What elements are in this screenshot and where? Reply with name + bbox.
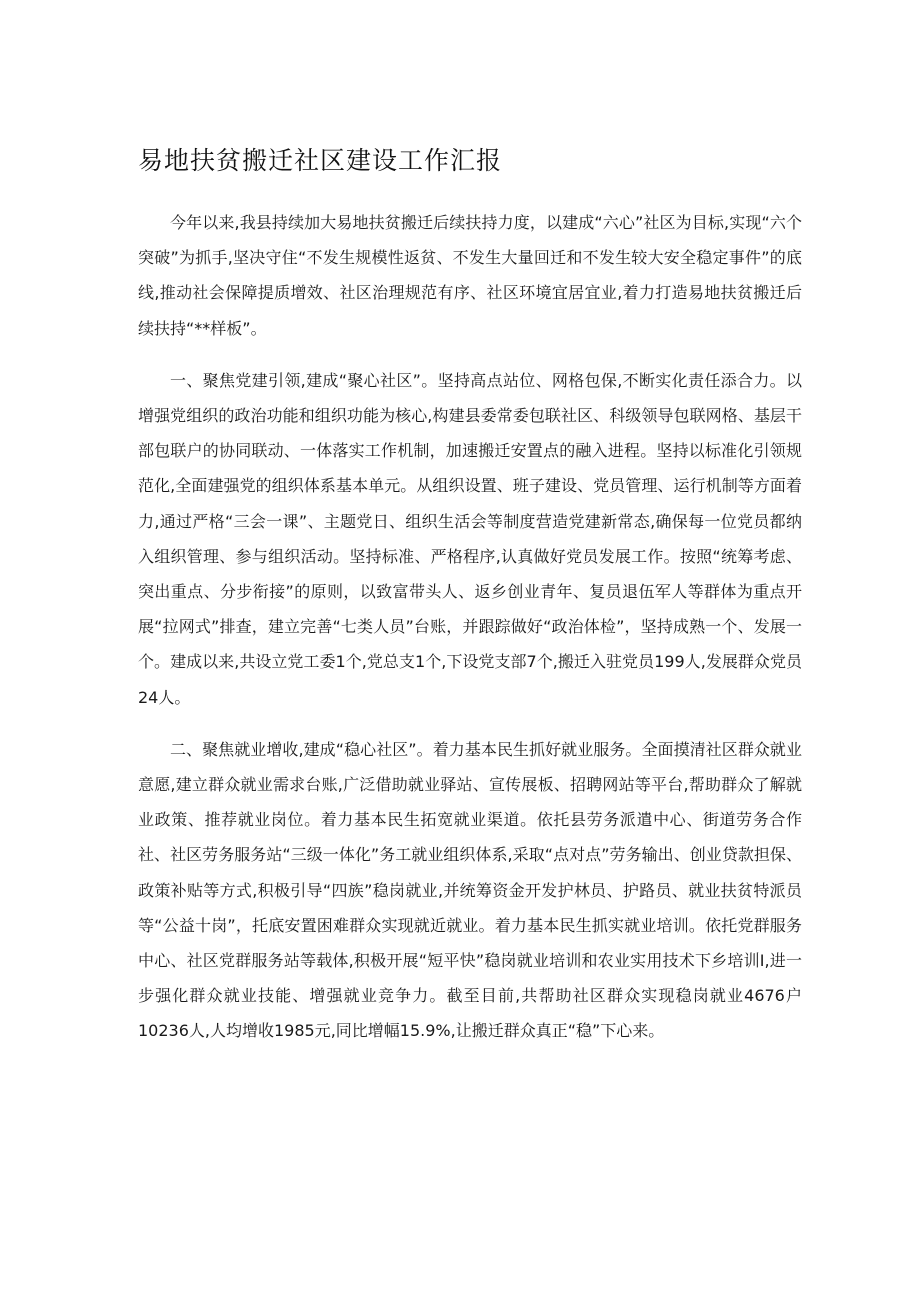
document-title: 易地扶贫搬迁社区建设工作汇报 <box>138 146 503 175</box>
paragraph-employment: 二、聚焦就业增收,建成“稳心社区”。着力基本民生抓好就业服务。全面摸清社区群众就业意愿,建立群众就业需求台账,广泛借助就业驿站、宣传展板、招聘网站等平台,帮助群众了解就业政策、推荐就业岗位。着力基本民生拓宽就业渠道。依托县劳务派遣中心、街道劳务合作社、社区劳务服务站“三级一体化”务工就业组织体系,采取“点对点”劳务输出、创业贷款担保、政策补贴等方式,积极引导“四族”稳岗就业,并统筹资金开发护林员、护路员、就业扶贫特派员等“公益十岗”，托底安置困难群众实现就近就业。着力基本民生抓实就业培训。依托党群服务中心、社区党群服务站等载体,积极开展“短平快”稳岗就业培训和农业实用技术下乡培训I,进一步强化群众就业技能、增强就业竞争力。截至目前,共帮助社区群众实现稳岗就业4676户10236人,人均增收1985元,同比增幅15.9%,让搬迁群众真正“稳”下心来。 <box>138 739 802 1041</box>
document-body <box>138 205 802 1066</box>
paragraph-intro: 今年以来,我县持续加大易地扶贫搬迁后续扶持力度，以建成“六心”社区为目标,实现“六个突破”为抓手,坚决守住“不发生规模性返贫、不发生大量回迁和不发生较大安全稳定事件”的底线,推动社会保障提质增效、社区治理规范有序、社区环境宜居宜业,着力打造易地扶贫搬迁后续扶持“**样板”。 <box>138 213 802 338</box>
paragraph-party-building: 一、聚焦党建引领,建成“聚心社区”。坚持高点站位、网格包保,不断实化责任添合力。以增强党组织的政治功能和组织功能为核心,构建县委常委包联社区、科级领导包联网格、基层干部包联户的协同联动、一体落实工作机制，加速搬迁安置点的融入进程。坚持以标准化引领规范化,全面建强党的组织体系基本单元。从组织设置、班子建设、党员管理、运行机制等方面着力,通过严格“三会一课”、主题党日、组织生活会等制度营造党建新常态,确保每一位党员都纳入组织管理、参与组织活动。坚持标准、严格程序,认真做好党员发展工作。按照“统筹考虑、突出重点、分步衔接”的原则，以致富带头人、返乡创业青年、复员退伍军人等群体为重点开展“拉网式”排查，建立完善“七类人员”台账，并跟踪做好“政治体检”，坚持成熟一个、发展一个。建成以来,共设立党工委1个,党总支1个,下设党支部7个,搬迁入驻党员199人,发展群众党员24人。 <box>138 370 802 707</box>
